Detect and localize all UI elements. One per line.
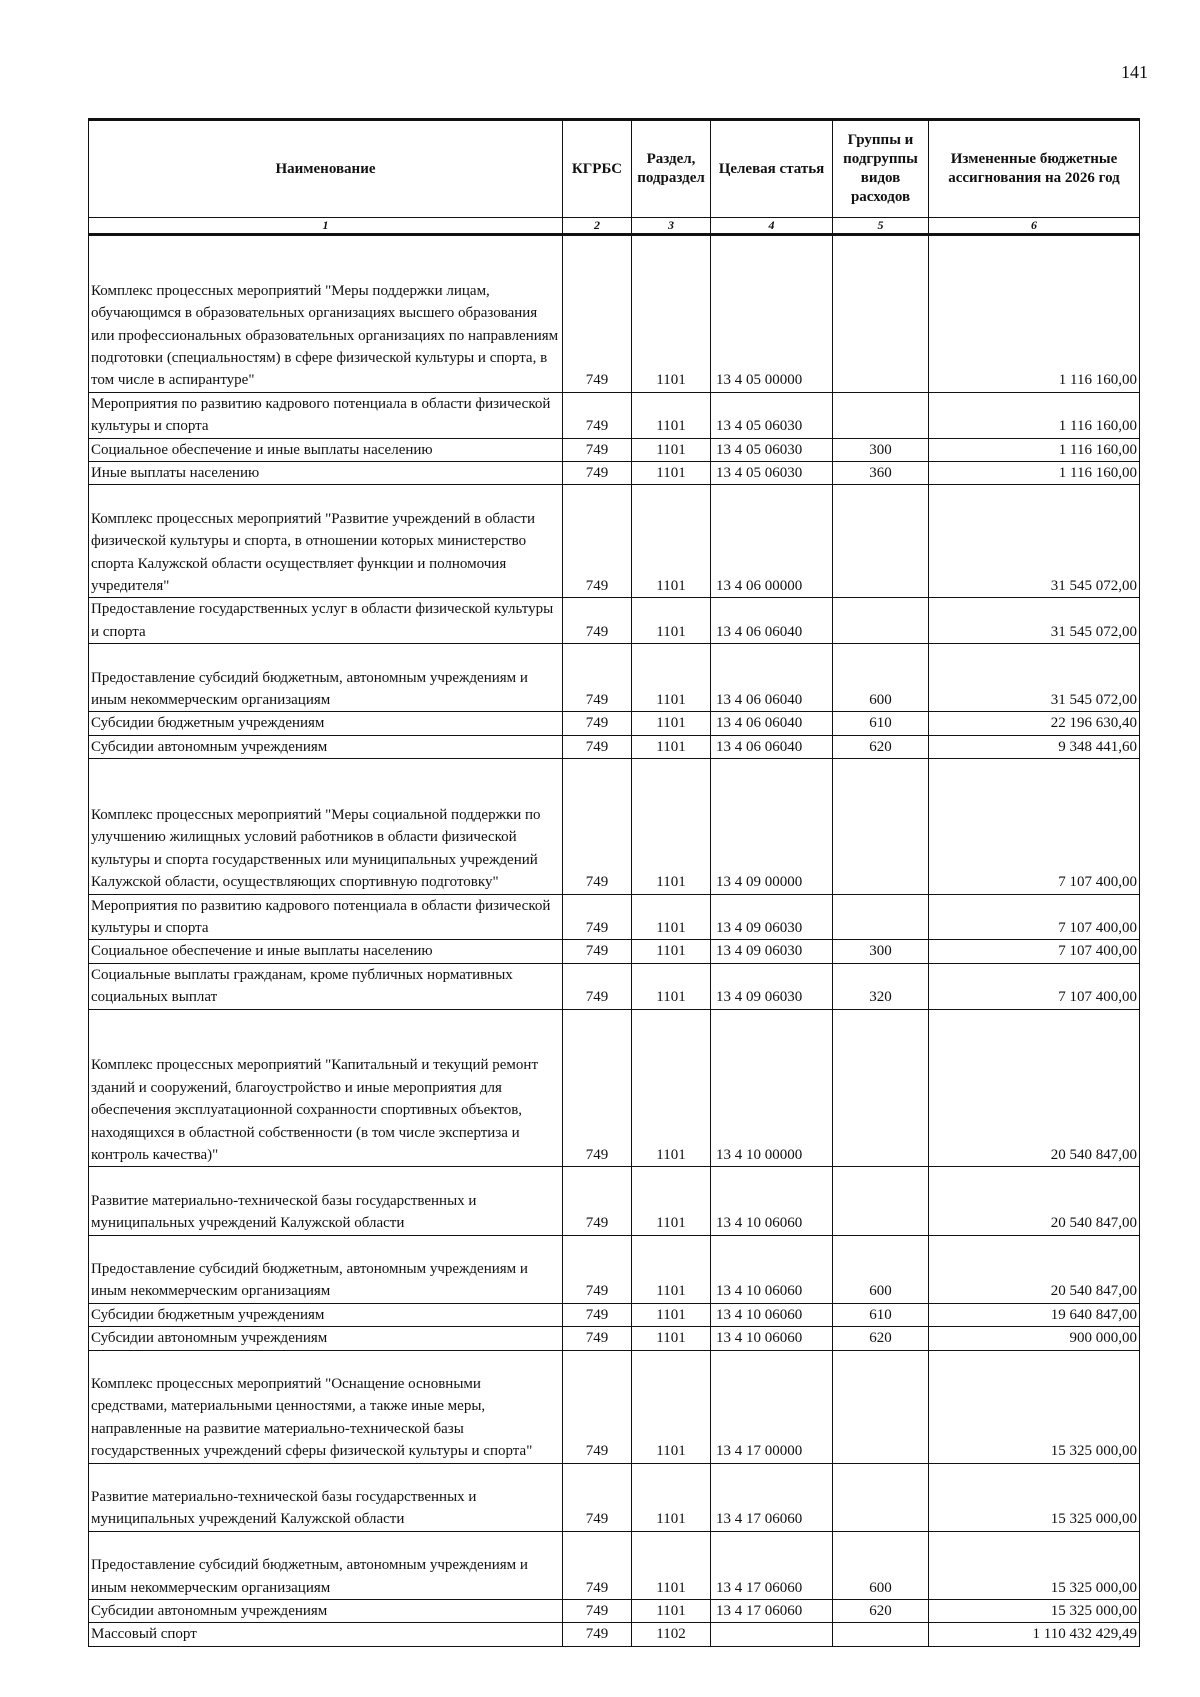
row-amount: 15 325 000,00 xyxy=(929,1531,1140,1599)
row-kgrbs: 749 xyxy=(563,1600,632,1623)
row-amount: 1 116 160,00 xyxy=(929,438,1140,461)
row-amount: 9 348 441,60 xyxy=(929,735,1140,758)
row-group: 610 xyxy=(833,712,929,735)
row-name: Комплекс процессных мероприятий "Меры социальной поддержки по улучшению жилищных условий работников в области физической культуры и спорта государственных или муниципальных учреждений Калужской области, осуществляющих спортивную подготовку" xyxy=(89,759,563,894)
row-section: 1101 xyxy=(632,392,711,438)
table-row xyxy=(89,894,1140,940)
row-amount: 15 325 000,00 xyxy=(929,1463,1140,1531)
row-section: 1102 xyxy=(632,1623,711,1646)
row-kgrbs: 749 xyxy=(563,759,632,894)
row-kgrbs: 749 xyxy=(563,894,632,940)
row-group: 320 xyxy=(833,963,929,1009)
row-amount: 20 540 847,00 xyxy=(929,1235,1140,1303)
row-group: 600 xyxy=(833,644,929,712)
row-target: 13 4 09 06030 xyxy=(711,963,833,1009)
row-kgrbs: 749 xyxy=(563,1327,632,1350)
row-target: 13 4 09 00000 xyxy=(711,759,833,894)
row-target: 13 4 10 06060 xyxy=(711,1167,833,1235)
table-body xyxy=(89,235,1140,1647)
row-group xyxy=(833,1350,929,1463)
row-section: 1101 xyxy=(632,485,711,598)
row-name: Предоставление субсидий бюджетным, автономным учреждениям и иным некоммерческим организациям xyxy=(89,1235,563,1303)
row-target: 13 4 09 06030 xyxy=(711,940,833,963)
table-row xyxy=(89,1463,1140,1531)
row-section: 1101 xyxy=(632,235,711,393)
row-group xyxy=(833,598,929,644)
row-group xyxy=(833,1009,929,1167)
row-kgrbs: 749 xyxy=(563,712,632,735)
row-kgrbs: 749 xyxy=(563,963,632,1009)
row-kgrbs: 749 xyxy=(563,485,632,598)
header-section: Раздел, подраздел xyxy=(632,120,711,218)
header-name: Наименование xyxy=(89,120,563,218)
row-name: Развитие материально-технической базы государственных и муниципальных учреждений Калужской области xyxy=(89,1167,563,1235)
row-group: 360 xyxy=(833,462,929,485)
table-row xyxy=(89,235,1140,393)
row-group xyxy=(833,1167,929,1235)
row-target: 13 4 17 06060 xyxy=(711,1463,833,1531)
row-target: 13 4 06 06040 xyxy=(711,712,833,735)
row-kgrbs: 749 xyxy=(563,1235,632,1303)
row-name: Субсидии автономным учреждениям xyxy=(89,1600,563,1623)
row-amount: 7 107 400,00 xyxy=(929,940,1140,963)
table-row xyxy=(89,1623,1140,1646)
table-row xyxy=(89,1303,1140,1326)
row-target: 13 4 06 00000 xyxy=(711,485,833,598)
row-amount: 22 196 630,40 xyxy=(929,712,1140,735)
row-target: 13 4 17 06060 xyxy=(711,1531,833,1599)
row-group xyxy=(833,759,929,894)
row-kgrbs: 749 xyxy=(563,235,632,393)
row-target: 13 4 06 06040 xyxy=(711,598,833,644)
row-kgrbs: 749 xyxy=(563,1009,632,1167)
row-target: 13 4 09 06030 xyxy=(711,894,833,940)
row-group: 600 xyxy=(833,1235,929,1303)
column-number: 5 xyxy=(833,218,929,235)
row-target: 13 4 05 06030 xyxy=(711,392,833,438)
column-number: 4 xyxy=(711,218,833,235)
table-row xyxy=(89,392,1140,438)
column-number: 6 xyxy=(929,218,1140,235)
table-row xyxy=(89,462,1140,485)
row-amount: 20 540 847,00 xyxy=(929,1167,1140,1235)
row-kgrbs: 749 xyxy=(563,1303,632,1326)
row-name: Массовый спорт xyxy=(89,1623,563,1646)
row-name: Социальные выплаты гражданам, кроме публичных нормативных социальных выплат xyxy=(89,963,563,1009)
row-name: Предоставление государственных услуг в области физической культуры и спорта xyxy=(89,598,563,644)
header-target: Целевая статья xyxy=(711,120,833,218)
row-amount: 900 000,00 xyxy=(929,1327,1140,1350)
column-number: 2 xyxy=(563,218,632,235)
table-row xyxy=(89,759,1140,894)
row-name: Социальное обеспечение и иные выплаты населению xyxy=(89,438,563,461)
row-name: Предоставление субсидий бюджетным, автономным учреждениям и иным некоммерческим организациям xyxy=(89,644,563,712)
row-name: Социальное обеспечение и иные выплаты населению xyxy=(89,940,563,963)
row-target xyxy=(711,1623,833,1646)
table-row xyxy=(89,644,1140,712)
row-amount: 7 107 400,00 xyxy=(929,759,1140,894)
row-group xyxy=(833,485,929,598)
row-amount: 7 107 400,00 xyxy=(929,963,1140,1009)
row-amount: 1 110 432 429,49 xyxy=(929,1623,1140,1646)
row-section: 1101 xyxy=(632,963,711,1009)
row-group: 600 xyxy=(833,1531,929,1599)
row-kgrbs: 749 xyxy=(563,1623,632,1646)
row-amount: 15 325 000,00 xyxy=(929,1600,1140,1623)
header-group: Группы и подгруппы видов расходов xyxy=(833,120,929,218)
row-section: 1101 xyxy=(632,1350,711,1463)
table-row xyxy=(89,940,1140,963)
header-kgrbs: КГРБС xyxy=(563,120,632,218)
row-name: Субсидии автономным учреждениям xyxy=(89,1327,563,1350)
row-target: 13 4 17 06060 xyxy=(711,1600,833,1623)
page-number: 141 xyxy=(1121,62,1148,82)
table-row xyxy=(89,712,1140,735)
row-amount: 7 107 400,00 xyxy=(929,894,1140,940)
table-row xyxy=(89,598,1140,644)
table-row xyxy=(89,438,1140,461)
row-group: 610 xyxy=(833,1303,929,1326)
row-section: 1101 xyxy=(632,1531,711,1599)
row-kgrbs: 749 xyxy=(563,1167,632,1235)
row-target: 13 4 06 06040 xyxy=(711,735,833,758)
row-kgrbs: 749 xyxy=(563,392,632,438)
table-row xyxy=(89,1350,1140,1463)
row-target: 13 4 10 06060 xyxy=(711,1327,833,1350)
row-kgrbs: 749 xyxy=(563,438,632,461)
row-name: Комплекс процессных мероприятий "Оснащение основными средствами, материальными ценностями, а также иные меры, направленные на развитие материально-технической базы государственных учреждений сферы физической культуры и спорта" xyxy=(89,1350,563,1463)
row-target: 13 4 10 06060 xyxy=(711,1303,833,1326)
row-kgrbs: 749 xyxy=(563,1350,632,1463)
row-group: 620 xyxy=(833,1327,929,1350)
row-group: 620 xyxy=(833,735,929,758)
row-section: 1101 xyxy=(632,894,711,940)
row-target: 13 4 06 06040 xyxy=(711,644,833,712)
row-name: Субсидии бюджетным учреждениям xyxy=(89,712,563,735)
row-section: 1101 xyxy=(632,1463,711,1531)
table-row xyxy=(89,1327,1140,1350)
row-section: 1101 xyxy=(632,712,711,735)
column-number: 1 xyxy=(89,218,563,235)
row-kgrbs: 749 xyxy=(563,598,632,644)
column-number: 3 xyxy=(632,218,711,235)
row-amount: 31 545 072,00 xyxy=(929,598,1140,644)
row-section: 1101 xyxy=(632,759,711,894)
row-name: Субсидии автономным учреждениям xyxy=(89,735,563,758)
row-section: 1101 xyxy=(632,1009,711,1167)
row-target: 13 4 05 00000 xyxy=(711,235,833,393)
row-name: Иные выплаты населению xyxy=(89,462,563,485)
table-row xyxy=(89,485,1140,598)
row-group xyxy=(833,894,929,940)
row-amount: 19 640 847,00 xyxy=(929,1303,1140,1326)
row-section: 1101 xyxy=(632,735,711,758)
table-row xyxy=(89,735,1140,758)
table-row xyxy=(89,1531,1140,1599)
row-amount: 1 116 160,00 xyxy=(929,462,1140,485)
table-row xyxy=(89,1600,1140,1623)
row-section: 1101 xyxy=(632,462,711,485)
row-kgrbs: 749 xyxy=(563,735,632,758)
row-kgrbs: 749 xyxy=(563,1531,632,1599)
row-section: 1101 xyxy=(632,1167,711,1235)
row-group xyxy=(833,392,929,438)
row-name: Субсидии бюджетным учреждениям xyxy=(89,1303,563,1326)
row-section: 1101 xyxy=(632,644,711,712)
row-amount: 15 325 000,00 xyxy=(929,1350,1140,1463)
row-target: 13 4 10 00000 xyxy=(711,1009,833,1167)
row-target: 13 4 05 06030 xyxy=(711,462,833,485)
row-kgrbs: 749 xyxy=(563,1463,632,1531)
table-row xyxy=(89,963,1140,1009)
row-name: Комплекс процессных мероприятий "Капитальный и текущий ремонт зданий и сооружений, благоустройство и иные мероприятия для обеспечения эксплуатационной сохранности спортивных объектов, находящихся в областной собственности (в том числе экспертиза и контроль качества)" xyxy=(89,1009,563,1167)
header-row xyxy=(89,120,1140,218)
row-section: 1101 xyxy=(632,438,711,461)
row-kgrbs: 749 xyxy=(563,462,632,485)
row-name: Предоставление субсидий бюджетным, автономным учреждениям и иным некоммерческим организациям xyxy=(89,1531,563,1599)
row-group: 300 xyxy=(833,940,929,963)
row-section: 1101 xyxy=(632,1600,711,1623)
table-row xyxy=(89,1235,1140,1303)
row-group: 300 xyxy=(833,438,929,461)
row-kgrbs: 749 xyxy=(563,940,632,963)
row-name: Комплекс процессных мероприятий "Развитие учреждений в области физической культуры и спорта, в отношении которых министерство спорта Калужской области осуществляет функции и полномочия учредителя" xyxy=(89,485,563,598)
table-row xyxy=(89,1167,1140,1235)
row-group xyxy=(833,1623,929,1646)
row-section: 1101 xyxy=(632,1235,711,1303)
row-kgrbs: 749 xyxy=(563,644,632,712)
row-amount: 31 545 072,00 xyxy=(929,485,1140,598)
row-name: Мероприятия по развитию кадрового потенциала в области физической культуры и спорта xyxy=(89,894,563,940)
row-group: 620 xyxy=(833,1600,929,1623)
column-number-row xyxy=(89,218,1140,235)
budget-table xyxy=(88,118,1140,1647)
row-name: Мероприятия по развитию кадрового потенциала в области физической культуры и спорта xyxy=(89,392,563,438)
row-section: 1101 xyxy=(632,1303,711,1326)
row-target: 13 4 17 00000 xyxy=(711,1350,833,1463)
row-section: 1101 xyxy=(632,1327,711,1350)
row-name: Комплекс процессных мероприятий "Меры поддержки лицам, обучающимся в образовательных организациях высшего образования или профессиональных образовательных организациях по направлениям подготовки (специальностям) в сфере физической культуры и спорта, в том числе в аспирантуре" xyxy=(89,235,563,393)
row-amount: 1 116 160,00 xyxy=(929,235,1140,393)
table-row xyxy=(89,1009,1140,1167)
row-amount: 31 545 072,00 xyxy=(929,644,1140,712)
header-amount: Измененные бюджетные ассигнования на 2026 год xyxy=(929,120,1140,218)
row-target: 13 4 05 06030 xyxy=(711,438,833,461)
row-amount: 1 116 160,00 xyxy=(929,392,1140,438)
row-name: Развитие материально-технической базы государственных и муниципальных учреждений Калужской области xyxy=(89,1463,563,1531)
row-section: 1101 xyxy=(632,598,711,644)
row-target: 13 4 10 06060 xyxy=(711,1235,833,1303)
row-section: 1101 xyxy=(632,940,711,963)
row-amount: 20 540 847,00 xyxy=(929,1009,1140,1167)
row-group xyxy=(833,1463,929,1531)
row-group xyxy=(833,235,929,393)
